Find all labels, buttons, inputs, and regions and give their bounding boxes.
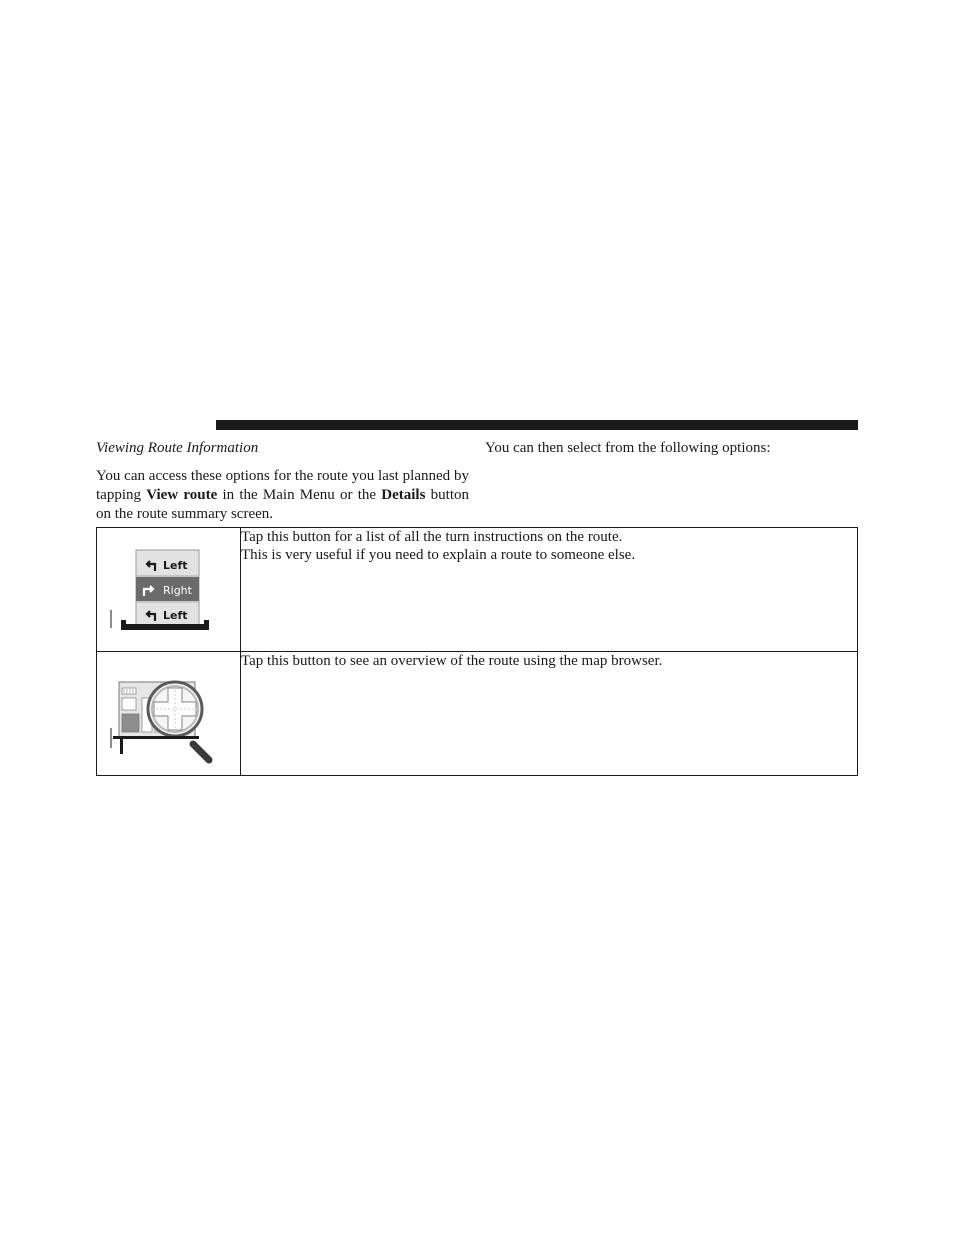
intro-text-1: You can access these options for the route you last planned by tapping [96, 468, 469, 503]
intro-paragraph [96, 467, 469, 524]
details-label: Details [381, 487, 426, 503]
intro-text-3: button on the route summary screen. [96, 487, 469, 522]
option-icon-cell [97, 652, 241, 776]
description-line: Tap this button for a list of all the turn instructions on the route. [241, 529, 623, 545]
option-row-map-browser [97, 652, 858, 776]
option-icon-cell [97, 528, 241, 652]
turn-label-3: Left [163, 609, 188, 622]
option-description [241, 652, 858, 776]
description-line: Tap this button to see an overview of the route using the map browser. [241, 653, 663, 669]
option-row-turn-list [97, 528, 858, 652]
turn-label-2: Right [163, 584, 192, 597]
view-route-label: View route [146, 487, 218, 503]
section-heading: Viewing Route Information [96, 440, 259, 456]
intro-text-2: in the Main Menu or the [217, 487, 382, 503]
option-description [241, 528, 858, 652]
options-table [96, 527, 858, 776]
map-browser-icon[interactable] [97, 652, 240, 775]
section-rule [216, 420, 858, 430]
turn-list-icon[interactable] [97, 528, 240, 651]
turn-label-1: Left [163, 559, 188, 572]
description-line: This is very useful if you need to explain a route to someone else. [241, 547, 636, 563]
options-lead: You can then select from the following options: [485, 440, 771, 456]
